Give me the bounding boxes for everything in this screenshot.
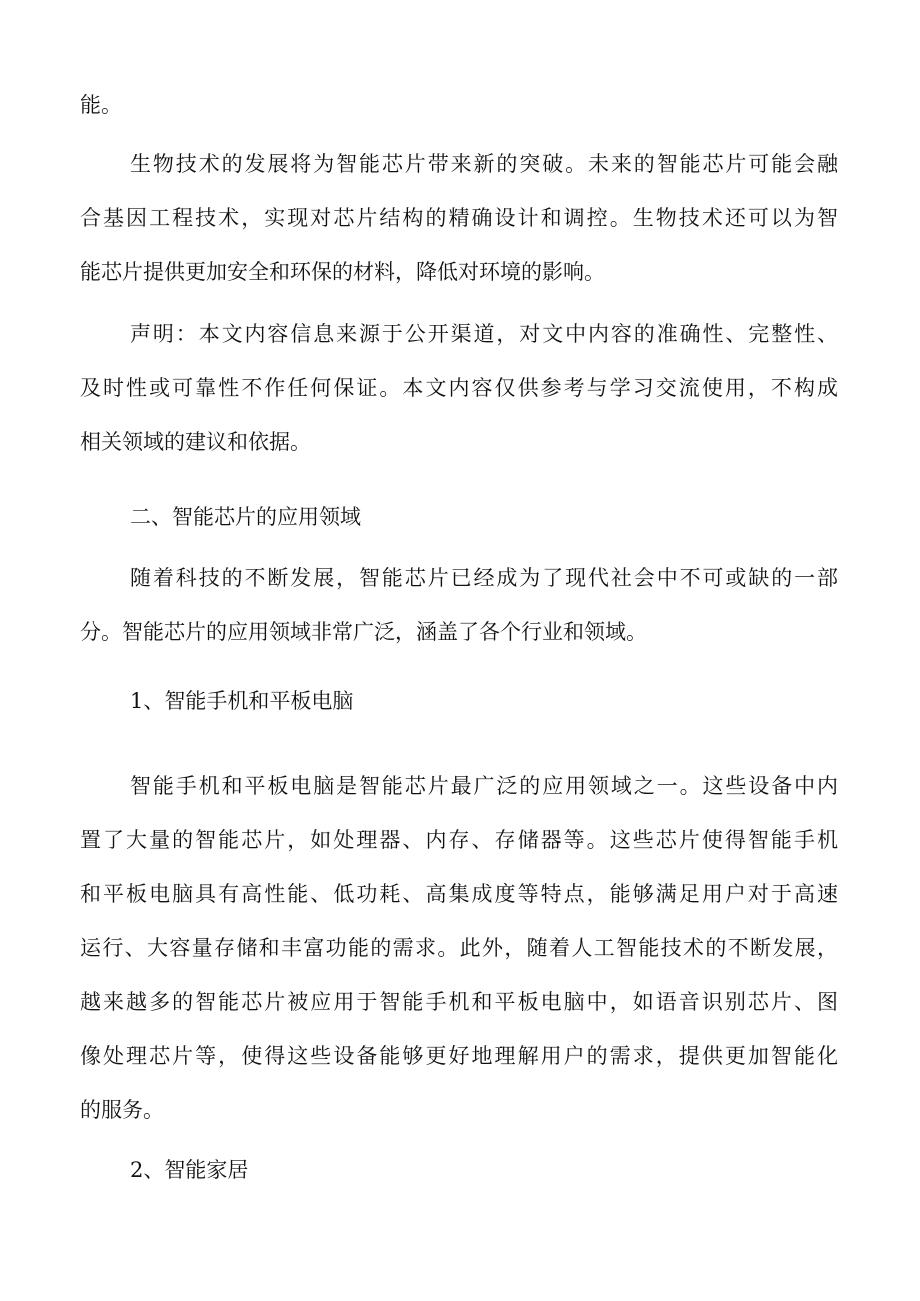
paragraph-biotech-line-1: 生物技术的发展将为智能芯片带来新的突破。未来的智能芯片可能会融 [130,152,838,176]
subheading-1: 1、智能手机和平板电脑 [130,689,354,713]
paragraph-continued-line-1: 能。 [80,93,122,117]
paragraph-phones-line-2: 置了大量的智能芯片，如处理器、内存、存储器等。这些芯片使得智能手机 [80,828,838,852]
disclaimer-line-2: 及时性或可靠性不作任何保证。本文内容仅供参考与学习交流使用，不构成 [80,376,838,400]
subheading-2: 2、智能家居 [130,1158,249,1182]
paragraph-intro-line-1: 随着科技的不断发展，智能芯片已经成为了现代社会中不可或缺的一部 [130,566,838,590]
paragraph-phones-line-1: 智能手机和平板电脑是智能芯片最广泛的应用领域之一。这些设备中内 [130,774,838,798]
paragraph-biotech-line-3: 能芯片提供更加安全和环保的材料，降低对环境的影响。 [80,260,605,284]
disclaimer-line-1: 声明：本文内容信息来源于公开渠道，对文中内容的准确性、完整性、 [130,322,838,346]
paragraph-intro-line-2: 分。智能芯片的应用领域非常广泛，涵盖了各个行业和领域。 [80,620,647,644]
disclaimer-line-3: 相关领域的建议和依据。 [80,430,311,454]
paragraph-biotech-line-2: 合基因工程技术，实现对芯片结构的精确设计和调控。生物技术还可以为智 [80,206,838,230]
paragraph-phones-line-7: 的服务。 [80,1098,164,1122]
paragraph-phones-line-4: 运行、大容量存储和丰富功能的需求。此外，随着人工智能技术的不断发展， [80,936,838,960]
section-heading: 二、智能芯片的应用领域 [130,505,361,529]
paragraph-phones-line-6: 像处理芯片等，使得这些设备能够更好地理解用户的需求，提供更加智能化 [80,1044,838,1068]
paragraph-phones-line-3: 和平板电脑具有高性能、低功耗、高集成度等特点，能够满足用户对于高速 [80,882,838,906]
paragraph-phones-line-5: 越来越多的智能芯片被应用于智能手机和平板电脑中，如语音识别芯片、图 [80,990,838,1014]
